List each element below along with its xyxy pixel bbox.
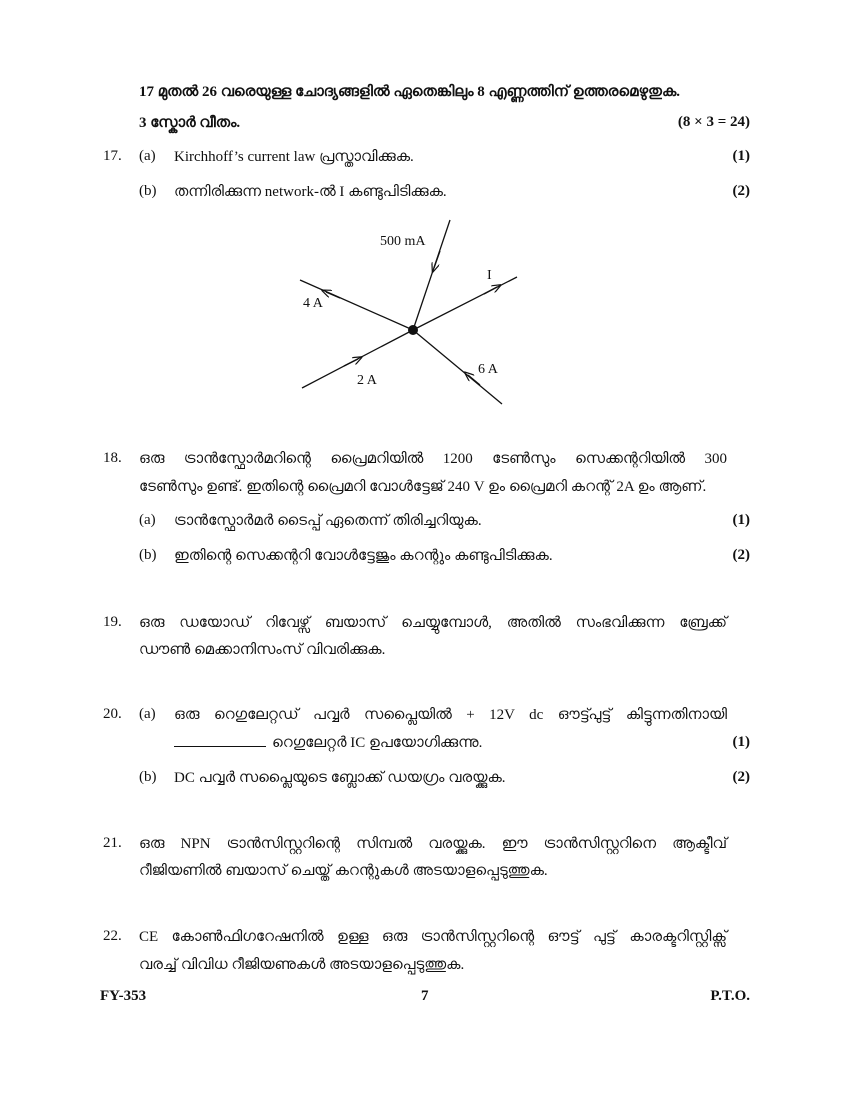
question-number: 22. xyxy=(103,928,122,944)
arrow-500ma xyxy=(434,251,440,268)
question-stem: ഡൗൺ മെക്കാനിസംസ് വിവരിക്കുക. xyxy=(139,642,386,658)
label-2a: 2 A xyxy=(357,373,377,388)
part-label: (b) xyxy=(139,769,157,785)
question-stem: ഒരു ട്രാൻസ്ഫോർമറിന്റെ പ്രൈമറിയിൽ 1200 ടേൺസും സെക്കന്ററിയിൽ 300 xyxy=(139,451,727,467)
part-text: റെഗുലേറ്റർ IC ഉപയോഗിക്കുന്നു. xyxy=(272,735,483,751)
part-score: (2) xyxy=(732,183,750,199)
section-instruction: 17 മുതൽ 26 വരെയുള്ള ചോദ്യങ്ങളിൽ ഏതെങ്കിലും 8 എണ്ണത്തിന് ഉത്തരമെഴുതുക. xyxy=(139,84,681,100)
label-i: I xyxy=(487,268,492,283)
part-score: (1) xyxy=(732,148,750,164)
question-number: 17. xyxy=(103,148,122,164)
junction-node xyxy=(408,325,418,335)
label-4a: 4 A xyxy=(303,296,323,311)
question-stem: റീജിയണിൽ ബയാസ് ചെയ്ത് കറന്റുകൾ അടയാളപ്പെടുത്തുക. xyxy=(139,863,548,879)
question-number: 19. xyxy=(103,614,122,630)
question-stem: CE കോൺഫിഗറേഷനിൽ ഉള്ള ഒരു ട്രാൻസിസ്റ്ററിന്റെ ഔട്ട് പുട്ട് കാരക്ടറിസ്റ്റിക്സ് xyxy=(139,929,727,945)
part-score: (2) xyxy=(732,547,750,563)
part-score: (1) xyxy=(732,734,750,750)
arrow-4a xyxy=(326,292,340,298)
part-label: (a) xyxy=(139,148,156,164)
question-number: 18. xyxy=(103,450,122,466)
part-text: തന്നിരിക്കുന്ന network-ൽ I കണ്ടുപിടിക്കുക. xyxy=(174,184,447,200)
question-stem: ഒരു ഡയോഡ് റിവേഴ്സ് ബയാസ് ചെയ്യുമ്പോൾ, അതിൽ സംഭവിക്കുന്ന ബ്രേക്ക് xyxy=(139,615,727,631)
part-text-line2 xyxy=(174,734,482,752)
part-score: (2) xyxy=(732,769,750,785)
part-text: ട്രാൻസ്ഫോർമർ ടൈപ്പ് ഏതെന്ന് തിരിച്ചറിയുക. xyxy=(174,513,482,529)
part-label: (b) xyxy=(139,183,157,199)
answer-blank[interactable] xyxy=(174,745,266,747)
question-stem: വരച്ച് വിവിധ റീജിയണുകൾ അടയാളപ്പെടുത്തുക. xyxy=(139,957,465,973)
part-text: Kirchhoff’s current law പ്രസ്താവിക്കുക. xyxy=(174,149,414,165)
part-label: (a) xyxy=(139,706,156,722)
question-stem: ഒരു NPN ട്രാൻസിസ്റ്ററിന്റെ സിമ്പൽ വരയ്ക്കുക. ഈ ട്രാൻസിസ്റ്ററിനെ ആക്ടീവ് xyxy=(139,836,727,852)
section-total: (8 × 3 = 24) xyxy=(677,114,750,130)
arrow-2a xyxy=(344,359,358,366)
question-number: 21. xyxy=(103,835,122,851)
question-number: 20. xyxy=(103,706,122,722)
part-score: (1) xyxy=(732,512,750,528)
label-6a: 6 A xyxy=(478,362,498,377)
pto-label: P.T.O. xyxy=(710,988,750,1004)
part-label: (a) xyxy=(139,512,156,528)
label-500ma: 500 mA xyxy=(380,234,426,249)
question-stem: ടേൺസും ഉണ്ട്. ഇതിന്റെ പ്രൈമറി വോൾട്ടേജ് 240 V ഉം പ്രൈമറി കറന്റ് 2A ഉം ആണ്. xyxy=(139,479,707,495)
section-scoring: 3 സ്കോർ വീതം. xyxy=(139,115,241,131)
page-number: 7 xyxy=(421,988,429,1004)
part-text: DC പവ്വർ സപ്ലൈയുടെ ബ്ലോക്ക് ഡയഗ്രം വരയ്ക്കുക. xyxy=(174,770,506,786)
paper-code: FY-353 xyxy=(100,988,147,1004)
part-text: ഒരു റെഗുലേറ്റഡ് പവ്വർ സപ്ലൈയിൽ + 12V dc ഔട്ട്പുട്ട് കിട്ടുന്നതിനായി xyxy=(174,707,727,723)
kcl-node-diagram xyxy=(280,210,520,410)
arrow-i xyxy=(484,287,497,294)
part-text: ഇതിന്റെ സെക്കന്ററി വോൾട്ടേജും കറന്റും കണ്ടുപിടിക്കുക. xyxy=(174,548,553,564)
part-label: (b) xyxy=(139,547,157,563)
